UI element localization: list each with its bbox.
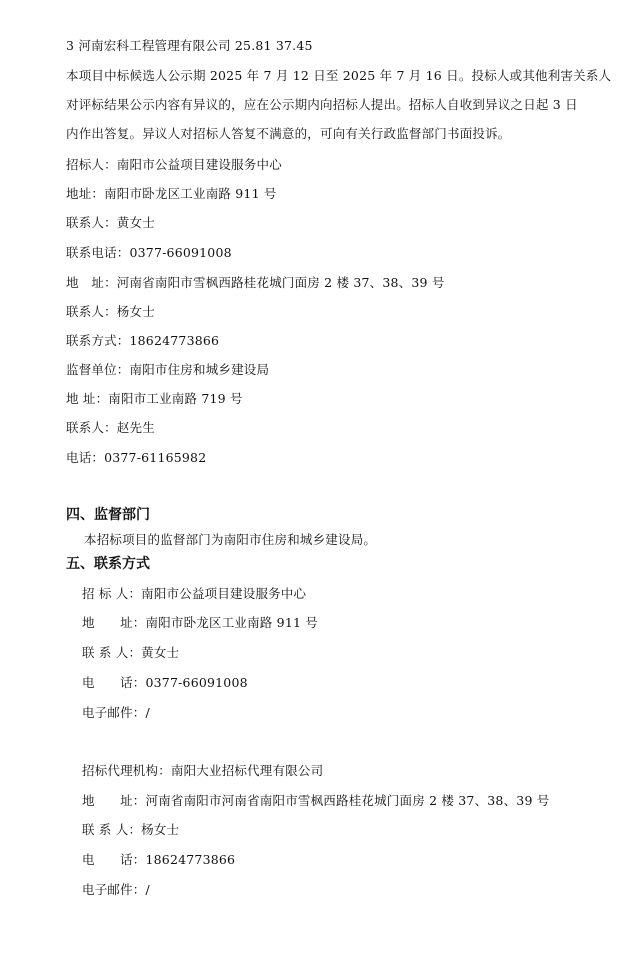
candidate-row-3: 3 河南宏科工程管理有限公司 25.81 37.45 xyxy=(66,38,313,53)
contact-tenderer-address: 地 址：南阳市卧龙区工业南路 911 号 xyxy=(82,615,319,630)
agent-phone: 联系方式：18624773866 xyxy=(66,333,220,348)
tenderer-address: 地址：南阳市卧龙区工业南路 911 号 xyxy=(66,186,277,201)
agent-address: 地 址：河南省南阳市雪枫西路桂花城门面房 2 楼 37、38、39 号 xyxy=(66,275,445,290)
section-5-heading: 五、联系方式 xyxy=(66,556,150,572)
agent-contact: 联系人：杨女士 xyxy=(66,304,155,319)
contact-tenderer: 招 标 人：南阳市公益项目建设服务中心 xyxy=(82,586,307,601)
tenderer-phone: 联系电话：0377-66091008 xyxy=(66,245,232,260)
contact-agent: 招标代理机构：南阳大业招标代理有限公司 xyxy=(82,763,324,778)
supervisor-address: 地 址：南阳市工业南路 719 号 xyxy=(66,391,243,406)
notice-paragraph-line-2: 对评标结果公示内容有异议的，应在公示期内向招标人提出。招标人自收到异议之日起 3 日 xyxy=(66,97,578,112)
supervisor-phone: 电话：0377-61165982 xyxy=(66,450,207,465)
section-4-heading: 四、监督部门 xyxy=(66,507,150,523)
notice-paragraph-line-3: 内作出答复。异议人对招标人答复不满意的，可向有关行政监督部门书面投诉。 xyxy=(66,126,511,141)
contact-tenderer-email: 电子邮件：/ xyxy=(82,705,150,720)
contact-agent-address: 地 址：河南省南阳市河南省南阳市雪枫西路桂花城门面房 2 楼 37、38、39 号 xyxy=(82,793,550,808)
tenderer-name: 招标人：南阳市公益项目建设服务中心 xyxy=(66,157,282,172)
contact-agent-phone: 电 话：18624773866 xyxy=(82,852,236,867)
tenderer-contact: 联系人：黄女士 xyxy=(66,215,155,230)
contact-agent-person: 联 系 人：杨女士 xyxy=(82,822,180,837)
contact-tenderer-phone: 电 话：0377-66091008 xyxy=(82,675,248,690)
section-4-body: 本招标项目的监督部门为南阳市住房和城乡建设局。 xyxy=(84,532,377,547)
contact-tenderer-person: 联 系 人：黄女士 xyxy=(82,645,180,660)
contact-agent-email: 电子邮件：/ xyxy=(82,882,150,897)
supervisor-contact: 联系人：赵先生 xyxy=(66,420,155,435)
supervisor-unit: 监督单位：南阳市住房和城乡建设局 xyxy=(66,362,270,377)
notice-paragraph-line-1: 本项目中标候选人公示期 2025 年 7 月 12 日至 2025 年 7 月 16 日。投标人或其他利害关系人 xyxy=(66,68,612,83)
